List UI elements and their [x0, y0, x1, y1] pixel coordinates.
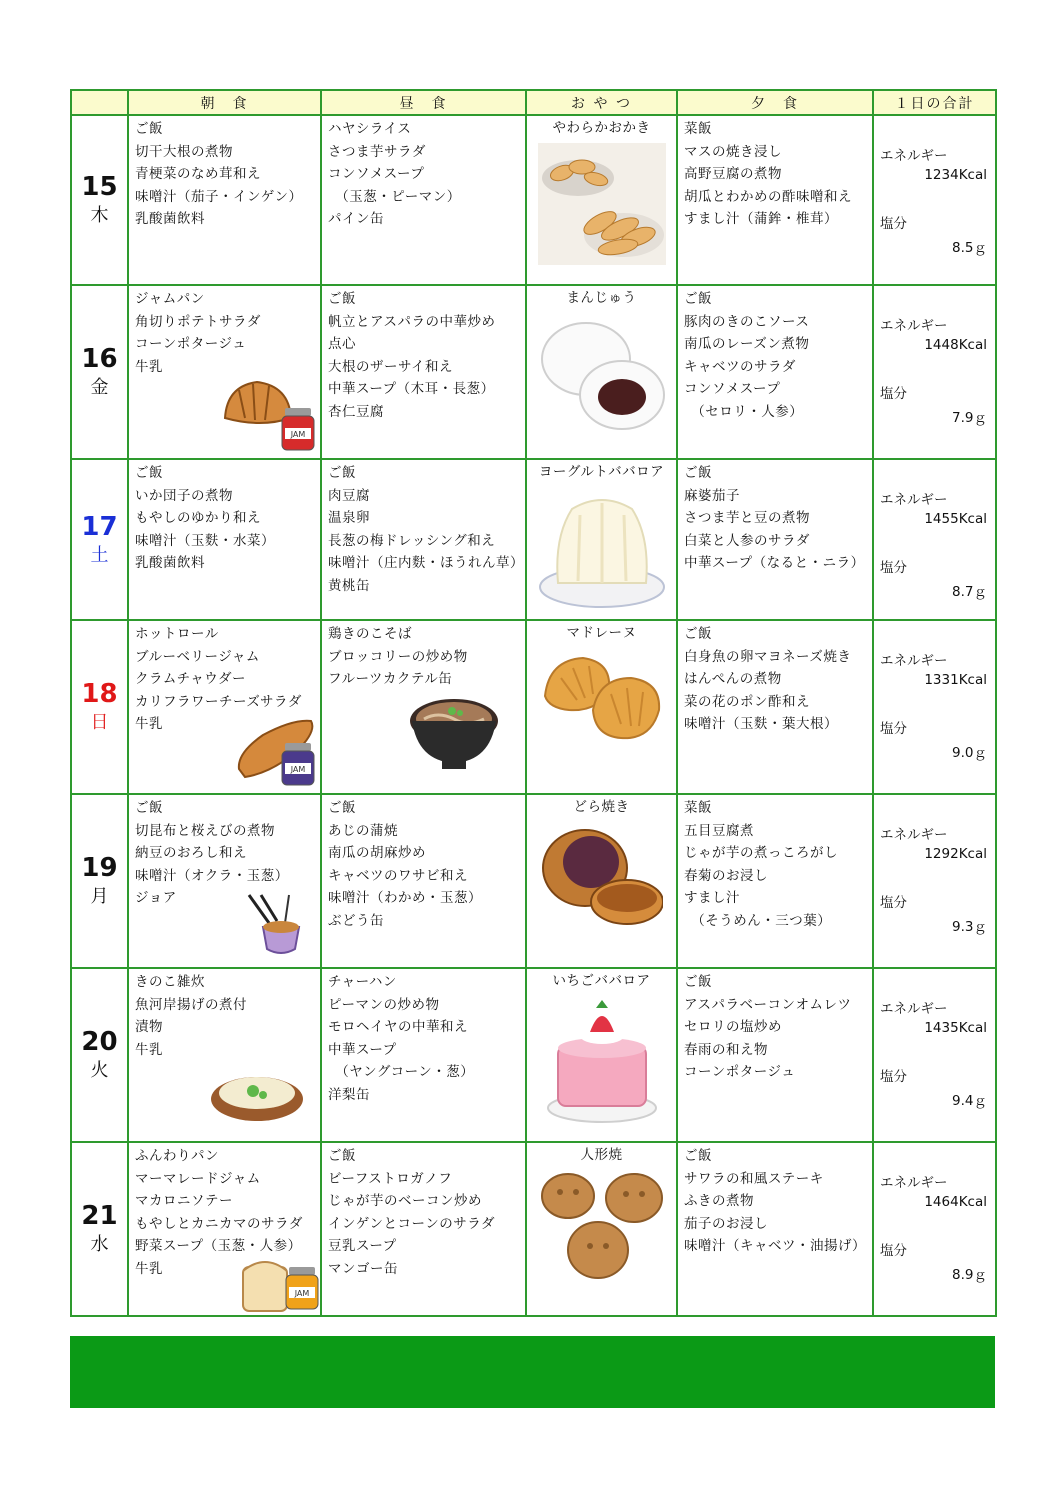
breakfast-item: ご飯 [135, 465, 163, 481]
lunch-item: 中華スープ（木耳・長葱） [328, 381, 495, 398]
salt-label: 塩分 [880, 1069, 907, 1085]
breakfast-cell [128, 794, 321, 968]
lunch-item: 鶏きのこそば [328, 626, 412, 642]
energy-value: 1331Kcal [924, 672, 987, 688]
breakfast-item: ジョア [135, 890, 177, 907]
lunch-item: フルーツカクテル缶 [328, 671, 453, 688]
dinner-item: じゃが芋の煮っころがし [684, 845, 838, 862]
breakfast-item: 納豆のおろし和え [135, 845, 247, 862]
lunch-list [322, 795, 525, 933]
svg-text:JAM: JAM [290, 430, 306, 439]
day-cell [71, 115, 128, 285]
dinner-item: すまし汁 [684, 890, 740, 907]
dinner-item: ふきの煮物 [684, 1193, 754, 1210]
breakfast-item: いか団子の煮物 [135, 487, 233, 504]
dinner-list [678, 969, 872, 1084]
breakfast-item: マカロニソテー [135, 1193, 233, 1210]
salt-value: 7.9ｇ [952, 410, 987, 426]
day-cell [71, 459, 128, 620]
dinner-item: （そうめん・三つ葉） [684, 912, 832, 929]
dinner-item: 味噌汁（キャベツ・油揚げ） [684, 1238, 866, 1255]
header-snack: お や つ [526, 90, 677, 115]
salt-value: 9.3ｇ [952, 919, 987, 935]
breakfast-item: 牛乳 [135, 1260, 163, 1277]
dinner-cell [677, 285, 873, 459]
dinner-item: 五目豆腐煮 [684, 822, 754, 839]
lunch-list [322, 1143, 525, 1281]
header-blank [71, 90, 128, 115]
menu-row [71, 115, 996, 285]
jam-jar-illustration [279, 741, 317, 791]
breakfast-cell [128, 285, 321, 459]
breakfast-item: ブルーベリージャム [135, 648, 260, 665]
dinner-item: 豚肉のきのこソース [684, 313, 810, 330]
dinner-item: はんぺんの煮物 [684, 671, 782, 688]
lunch-item: インゲンとコーンのサラダ [328, 1215, 496, 1232]
day-number: 21 [81, 1201, 118, 1231]
lunch-cell [321, 968, 526, 1142]
snack-illustration [527, 143, 676, 269]
snack-name: まんじゅう [566, 290, 637, 306]
dinner-item: セロリの塩炒め [684, 1019, 782, 1036]
daily-total-cell [873, 459, 996, 620]
breakfast-item: 野菜スープ（玉葱・人参） [135, 1238, 302, 1255]
lunch-item: 帆立とアスパラの中華炒め [328, 313, 496, 330]
day-number: 17 [81, 511, 118, 542]
breakfast-item: 角切りポテトサラダ [135, 313, 261, 330]
dinner-list [678, 621, 872, 736]
lunch-list [322, 460, 525, 598]
lunch-item: 黄桃缶 [328, 577, 370, 594]
lunch-item: 肉豆腐 [328, 487, 370, 504]
weekday: 木 [90, 205, 109, 226]
weekday: 金 [90, 377, 109, 398]
energy-label: エネルギー [880, 653, 948, 669]
snack-cell [526, 115, 677, 285]
header-dinner: 夕 食 [677, 90, 873, 115]
dinner-list [678, 286, 872, 424]
breakfast-item: ご飯 [135, 800, 163, 816]
dinner-item: 南瓜のレーズン煮物 [684, 336, 810, 353]
dinner-cell [677, 620, 873, 794]
menu-row [71, 459, 996, 620]
header-lunch: 昼 食 [321, 90, 526, 115]
day-cell [71, 794, 128, 968]
breakfast-list [129, 116, 320, 231]
dinner-cell [677, 968, 873, 1142]
energy-label: エネルギー [880, 1175, 948, 1191]
breakfast-item: ご飯 [135, 121, 163, 137]
salt-value: 8.5ｇ [952, 240, 987, 256]
daily-total-cell [873, 115, 996, 285]
salt-value: 9.4ｇ [952, 1093, 987, 1109]
lunch-item: モロヘイヤの中華和え [328, 1019, 468, 1036]
breakfast-list [129, 1143, 320, 1281]
salt-label: 塩分 [880, 721, 907, 737]
breakfast-cell [128, 968, 321, 1142]
lunch-item: 味噌汁（わかめ・玉葱） [328, 890, 482, 907]
snack-illustration [527, 996, 676, 1128]
menu-row [71, 285, 996, 459]
dinner-item: （セロリ・人参） [684, 403, 804, 420]
dinner-item: 菜飯 [684, 800, 712, 816]
energy-value: 1435Kcal [924, 1020, 987, 1036]
day-number: 18 [81, 679, 118, 709]
snack-illustration [527, 648, 676, 756]
lunch-item: 大根のザーサイ和え [328, 358, 454, 375]
snack-cell [526, 459, 677, 620]
day-cell [71, 620, 128, 794]
breakfast-item: マーマレードジャム [135, 1170, 261, 1187]
lunch-item: ご飯 [328, 291, 356, 307]
lunch-list [322, 621, 525, 691]
salt-label: 塩分 [880, 216, 907, 232]
salt-label: 塩分 [880, 386, 907, 402]
dinner-item: ご飯 [684, 626, 712, 642]
lunch-list [322, 286, 525, 424]
dinner-item: 味噌汁（玉麩・葉大根） [684, 716, 838, 733]
lunch-item: 中華スープ [328, 1041, 397, 1058]
breakfast-item: もやしとカニカマのサラダ [135, 1215, 303, 1232]
lunch-cell [321, 459, 526, 620]
breakfast-list [129, 460, 320, 575]
lunch-item: じゃが芋のベーコン炒め [328, 1193, 482, 1210]
salt-value: 8.7ｇ [952, 584, 987, 600]
energy-value: 1234Kcal [924, 167, 987, 183]
breakfast-item: カリフラワーチーズサラダ [135, 693, 302, 710]
breakfast-cell [128, 620, 321, 794]
breakfast-item: もやしのゆかり和え [135, 510, 261, 527]
lunch-item: さつま芋サラダ [328, 143, 426, 160]
lunch-item: あじの蒲焼 [328, 822, 398, 839]
breakfast-cell [128, 115, 321, 285]
dinner-item: すまし汁（蒲鉾・椎茸） [684, 211, 838, 228]
snack-illustration [527, 1170, 676, 1286]
header-row [71, 90, 996, 115]
snack-cell [526, 794, 677, 968]
dinner-cell [677, 1142, 873, 1316]
snack-illustration [527, 313, 676, 437]
snack-cell [526, 285, 677, 459]
snack-name: マドレーヌ [566, 625, 637, 641]
breakfast-item: クラムチャウダー [135, 671, 247, 688]
dinner-item: アスパラベーコンオムレツ [684, 996, 852, 1013]
day-cell [71, 285, 128, 459]
breakfast-item: ジャムパン [135, 291, 205, 307]
lunch-item: コンソメスープ [328, 166, 425, 183]
breakfast-item: 漬物 [135, 1019, 163, 1036]
dinner-item: マスの焼き浸し [684, 143, 782, 160]
day-number: 16 [81, 344, 118, 374]
snack-cell [526, 1142, 677, 1316]
dinner-item: 春雨の和え物 [684, 1041, 768, 1058]
daily-total-cell [873, 794, 996, 968]
energy-label: エネルギー [880, 148, 948, 164]
day-cell [71, 968, 128, 1142]
lunch-item: 洋梨缶 [328, 1086, 370, 1103]
breakfast-item: 牛乳 [135, 716, 163, 733]
snack-cell [526, 968, 677, 1142]
lunch-item: ビーフストロガノフ [328, 1170, 453, 1187]
breakfast-cell [128, 459, 321, 620]
breakfast-food-illustration [245, 893, 305, 961]
day-cell [71, 1142, 128, 1316]
dinner-item: ご飯 [684, 1148, 712, 1164]
dinner-item: サワラの和風ステーキ [684, 1170, 824, 1187]
lunch-cell [321, 794, 526, 968]
lunch-item: チャーハン [328, 974, 397, 990]
lunch-item: 豆乳スープ [328, 1238, 397, 1255]
daily-total-cell [873, 1142, 996, 1316]
lunch-list [322, 116, 525, 231]
snack-cell [526, 620, 677, 794]
dinner-item: ご飯 [684, 974, 712, 990]
header-daily-total: １日の合計 [873, 90, 996, 115]
energy-label: エネルギー [880, 492, 948, 508]
salt-label: 塩分 [880, 895, 907, 911]
dinner-cell [677, 459, 873, 620]
energy-value: 1292Kcal [924, 846, 987, 862]
lunch-list [322, 969, 525, 1107]
dinner-item: 高野豆腐の煮物 [684, 166, 782, 183]
snack-illustration [527, 487, 676, 617]
snack-illustration [527, 822, 676, 930]
lunch-cell [321, 1142, 526, 1316]
breakfast-list [129, 969, 320, 1061]
dinner-cell [677, 115, 873, 285]
breakfast-cell [128, 1142, 321, 1316]
menu-row [71, 620, 996, 794]
dinner-item: さつま芋と豆の煮物 [684, 510, 810, 527]
lunch-cell [321, 115, 526, 285]
weekday: 日 [90, 712, 109, 733]
dinner-item: 春菊のお浸し [684, 867, 768, 884]
snack-name: どら焼き [573, 799, 630, 815]
breakfast-item: 魚河岸揚げの煮付 [135, 996, 247, 1013]
menu-row [71, 1142, 996, 1316]
dinner-list [678, 116, 872, 231]
energy-label: エネルギー [880, 827, 948, 843]
header-breakfast: 朝 食 [128, 90, 321, 115]
energy-value: 1455Kcal [924, 511, 987, 527]
breakfast-item: コーンポタージュ [135, 336, 247, 353]
energy-value: 1464Kcal [924, 1194, 987, 1210]
dinner-item: 菜の花のポン酢和え [684, 693, 810, 710]
breakfast-item: きのこ雑炊 [135, 974, 205, 990]
lunch-item: （ヤングコーン・葱） [328, 1064, 475, 1081]
lunch-item: 味噌汁（庄内麩・ほうれん草） [328, 555, 524, 572]
weekday: 水 [90, 1234, 109, 1255]
salt-value: 8.9ｇ [952, 1267, 987, 1283]
breakfast-list [129, 286, 320, 378]
day-number: 15 [81, 172, 118, 202]
energy-value: 1448Kcal [924, 337, 987, 353]
snack-name: 人形焼 [580, 1147, 623, 1163]
dinner-item: 胡瓜とわかめの酢味噌和え [684, 188, 852, 205]
daily-total-cell [873, 968, 996, 1142]
dinner-cell [677, 794, 873, 968]
weekday: 火 [90, 1060, 109, 1081]
breakfast-item: ふんわりパン [135, 1148, 219, 1164]
dinner-list [678, 795, 872, 933]
salt-label: 塩分 [880, 560, 907, 576]
snack-name: ヨーグルトババロア [538, 464, 665, 480]
breakfast-item: 牛乳 [135, 358, 163, 375]
lunch-item: ブロッコリーの炒め物 [328, 648, 468, 665]
salt-label: 塩分 [880, 1243, 907, 1259]
breakfast-item: 切昆布と桜えびの煮物 [135, 822, 275, 839]
lunch-item: 点心 [328, 336, 356, 353]
dinner-item: 白菜と人参のサラダ [684, 532, 810, 549]
dinner-item: 菜飯 [684, 121, 712, 137]
lunch-item: 南瓜の胡麻炒め [328, 845, 426, 862]
lunch-item: 長葱の梅ドレッシング和え [328, 532, 496, 549]
lunch-item: ご飯 [328, 1148, 356, 1164]
daily-total-cell [873, 620, 996, 794]
snack-name: やわらかおかき [552, 120, 651, 136]
energy-label: エネルギー [880, 1001, 948, 1017]
lunch-item: ご飯 [328, 465, 356, 481]
svg-text:JAM: JAM [290, 765, 306, 774]
dinner-item: キャベツのサラダ [684, 358, 796, 375]
dinner-item: ご飯 [684, 465, 712, 481]
lunch-item: 杏仁豆腐 [328, 403, 384, 420]
dinner-list [678, 1143, 872, 1258]
lunch-item: （玉葱・ピーマン） [328, 188, 461, 205]
lunch-food-illustration [408, 691, 500, 777]
dinner-item: コンソメスープ [684, 381, 781, 398]
day-number: 19 [81, 853, 118, 883]
breakfast-item: 乳酸菌飲料 [135, 555, 205, 572]
breakfast-item: 青梗菜のなめ茸和え [135, 166, 261, 183]
breakfast-item: 味噌汁（玉麩・水菜） [135, 532, 275, 549]
salt-value: 9.0ｇ [952, 745, 987, 761]
menu-row [71, 794, 996, 968]
daily-total-cell [873, 285, 996, 459]
dinner-item: コーンポタージュ [684, 1064, 796, 1081]
footer-band [70, 1336, 995, 1408]
lunch-item: 温泉卵 [328, 510, 370, 527]
lunch-item: マンゴー缶 [328, 1260, 398, 1277]
lunch-item: パイン缶 [328, 211, 384, 228]
day-number: 20 [81, 1027, 118, 1057]
dinner-item: 中華スープ（なると・ニラ） [684, 555, 865, 572]
dinner-item: 麻婆茄子 [684, 487, 740, 504]
lunch-item: ピーマンの炒め物 [328, 996, 440, 1013]
snack-name: いちごババロア [552, 973, 651, 989]
lunch-item: ハヤシライス [328, 121, 412, 137]
jam-jar-illustration [279, 406, 317, 456]
menu-row [71, 968, 996, 1142]
breakfast-item: 乳酸菌飲料 [135, 211, 205, 228]
breakfast-item: 味噌汁（オクラ・玉葱） [135, 867, 289, 884]
energy-label: エネルギー [880, 318, 948, 334]
weekly-menu-table [70, 89, 997, 1317]
breakfast-item: 牛乳 [135, 1041, 163, 1058]
weekday: 土 [90, 544, 109, 566]
breakfast-item: 味噌汁（茄子・インゲン） [135, 188, 303, 205]
lunch-cell [321, 620, 526, 794]
breakfast-item: 切干大根の煮物 [135, 143, 233, 160]
lunch-item: キャベツのワサビ和え [328, 867, 468, 884]
weekday: 月 [90, 886, 109, 907]
dinner-item: 白身魚の卵マヨネーズ焼き [684, 648, 852, 665]
dinner-list [678, 460, 872, 575]
jam-jar-illustration [283, 1265, 321, 1315]
svg-text:JAM: JAM [294, 1289, 310, 1298]
dinner-item: 茄子のお浸し [684, 1215, 768, 1232]
dinner-item: ご飯 [684, 291, 712, 307]
lunch-item: ぶどう缶 [328, 912, 384, 929]
lunch-cell [321, 285, 526, 459]
lunch-item: ご飯 [328, 800, 356, 816]
breakfast-item: ホットロール [135, 626, 219, 642]
breakfast-food-illustration [209, 1065, 305, 1129]
